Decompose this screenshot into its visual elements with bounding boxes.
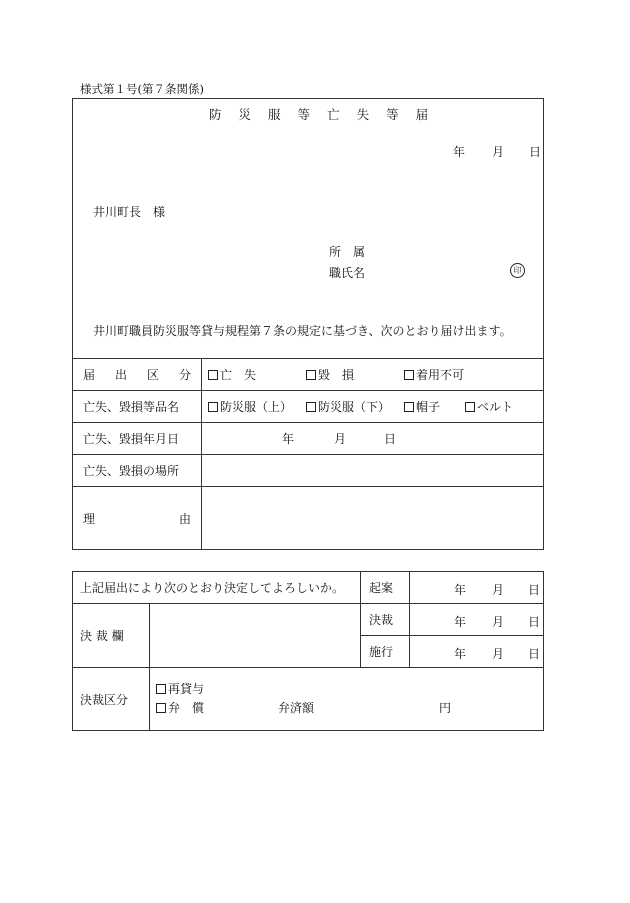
reason-label: 理 由 xyxy=(73,487,202,550)
document-title: 防 災 服 等 亡 失 等 届 xyxy=(209,107,429,122)
name-title-label: 職氏名 xyxy=(329,266,366,280)
place-label: 亡失、毀損の場所 xyxy=(73,455,202,487)
affiliation-label: 所 属 xyxy=(329,245,366,259)
option-uniform-bottom[interactable]: 防災服（下） xyxy=(306,398,404,415)
option-uniform-top[interactable]: 防災服（上） xyxy=(208,398,306,415)
decision-header: 上記届出により次のとおり決定してよろしいか。 xyxy=(73,572,361,604)
items-options xyxy=(202,391,544,423)
reason-row xyxy=(73,487,544,550)
decision-table xyxy=(72,571,544,731)
decision-category-row xyxy=(73,668,544,731)
date-month-label: 月 xyxy=(492,145,505,159)
items-row xyxy=(73,391,544,423)
checkbox-icon[interactable] xyxy=(208,402,218,412)
checkbox-icon[interactable] xyxy=(306,402,316,412)
place-row xyxy=(73,455,544,487)
seal-mark-icon: 印 xyxy=(510,263,525,278)
date-year-label: 年 xyxy=(453,145,466,159)
repayment-label: 弁済額 xyxy=(278,701,315,715)
checkbox-icon[interactable] xyxy=(208,370,218,380)
drafted-label: 起案 xyxy=(361,572,410,604)
approval-row xyxy=(73,604,544,636)
checkbox-icon[interactable] xyxy=(156,703,166,713)
items-label: 亡失、毀損等品名 xyxy=(73,391,202,423)
place-value[interactable] xyxy=(202,455,544,487)
option-cap[interactable]: 帽子 xyxy=(404,398,465,415)
option-compensation[interactable]: 弁 償 弁済額 円 xyxy=(156,699,543,718)
addressee: 井川町長 様 xyxy=(93,205,166,219)
date-row-value[interactable]: 年 月 日 xyxy=(202,423,544,455)
decision-category-label: 決裁区分 xyxy=(73,668,150,731)
approved-label: 決裁 xyxy=(361,604,410,636)
decision-category-options xyxy=(150,668,544,731)
category-row xyxy=(73,359,544,391)
option-unwearable[interactable]: 着用不可 xyxy=(404,366,464,383)
approved-date[interactable]: 年 月 日 xyxy=(410,604,544,636)
enforced-date[interactable]: 年 月 日 xyxy=(410,636,544,668)
kettei-signature-area[interactable] xyxy=(150,604,361,668)
yen-label: 円 xyxy=(439,701,452,715)
option-relend[interactable]: 再貸与 xyxy=(156,680,543,699)
category-label: 届 出 区 分 xyxy=(73,359,202,391)
notification-details-table xyxy=(72,358,544,550)
checkbox-icon[interactable] xyxy=(306,370,316,380)
statement-text: 井川町職員防災服等貸与規程第７条の規定に基づき、次のとおり届け出ます。 xyxy=(93,324,512,338)
decision-header-row xyxy=(73,572,544,604)
checkbox-icon[interactable] xyxy=(465,402,475,412)
date-day-label: 日 xyxy=(529,145,542,159)
drafted-date[interactable]: 年 月 日 xyxy=(410,572,544,604)
reason-value[interactable] xyxy=(202,487,544,550)
enforced-label: 施行 xyxy=(361,636,410,668)
kettei-label: 決 裁 欄 xyxy=(73,604,150,668)
checkbox-icon[interactable] xyxy=(156,684,166,694)
category-options xyxy=(202,359,544,391)
checkbox-icon[interactable] xyxy=(404,370,414,380)
date-row xyxy=(73,423,544,455)
form-number-label: 様式第１号(第７条関係) xyxy=(80,82,204,96)
notification-header-box xyxy=(72,98,544,358)
option-damage[interactable]: 毀 損 xyxy=(306,366,404,383)
checkbox-icon[interactable] xyxy=(404,402,414,412)
date-row-label: 亡失、毀損年月日 xyxy=(73,423,202,455)
option-belt[interactable]: ベルト xyxy=(465,398,513,415)
option-loss[interactable]: 亡 失 xyxy=(208,366,306,383)
